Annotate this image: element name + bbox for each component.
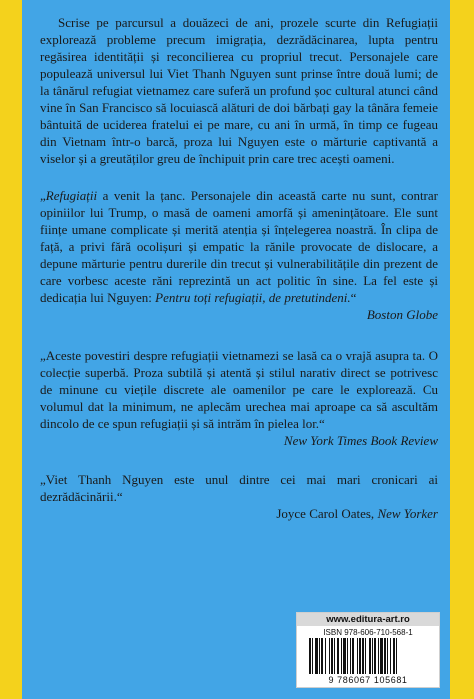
- blurb-text-area: [40, 14, 438, 522]
- barcode-stripe: [387, 638, 388, 674]
- barcode-stripe: [319, 638, 320, 674]
- barcode-stripe: [350, 638, 351, 674]
- barcode-stripe: [352, 638, 354, 674]
- barcode-stripe: [343, 638, 346, 674]
- quote-close-mark: “: [350, 290, 357, 305]
- barcode-stripe: [325, 638, 326, 674]
- dedication-text: Pentru toți refugiații, de pretutindeni.: [155, 290, 351, 305]
- quote-nyt: „Aceste povestiri despre refugiații vietnamezi se lasă ca o vrajă asupra ta. O colecție superbă. Proza subtilă și atentă și stilul narativ direct se potrivesc de minune cu viețile discrete ale oamenilor pe care le explorează. Cu volumul dat la minimum, ne aplecăm urechea mai aproape ca să ascultăm dincolo de ce spun refugiații și să intrăm în pielea lor.“: [40, 348, 438, 431]
- source-boston-globe: Boston Globe: [366, 307, 438, 322]
- barcode-stripe: [337, 638, 339, 674]
- barcode-stripe: [380, 638, 383, 674]
- barcode-stripe: [315, 638, 318, 674]
- source-nyt-book-review: New York Times Book Review: [283, 433, 438, 448]
- barcode-stripe: [396, 638, 397, 674]
- barcode-stripe: [329, 638, 330, 674]
- quote-boston-globe: [40, 187, 438, 306]
- barcode-stripe: [334, 638, 335, 674]
- publisher-website: www.editura-art.ro: [297, 613, 439, 626]
- quote-open-mark: „: [40, 188, 46, 203]
- source-publication: New Yorker: [377, 506, 438, 521]
- barcode-stripe: [341, 638, 342, 674]
- barcode-stripe: [372, 638, 373, 674]
- barcode-stripe: [369, 638, 371, 674]
- barcode-stripe: [374, 638, 376, 674]
- book-title-reference: Refugiații: [45, 188, 98, 203]
- barcode-stripe: [365, 638, 366, 674]
- quote-body: a venit la țanc. Personajele din această carte nu sunt, contrar opiniilor lui Trump, o masă de oameni amorfă și amenințătoare. Ele sunt ființe umane complicate și merită atenția și înțelegerea noastră. În clipa de față, a privi fără ocolișuri și empatic la rănile provocate de dislocare, a depune mărturie pentru durerile din trecut și vulnerabilitățile din prezent de care vorbesc aceste răni reprezintă un act politic în sine. La fel este și dedicația lui Nguyen:: [40, 188, 438, 305]
- barcode-stripe: [362, 638, 364, 674]
- source-author: Joyce Carol Oates,: [276, 506, 378, 521]
- barcode-stripe: [384, 638, 386, 674]
- barcode-stripe: [321, 638, 323, 674]
- quote-new-yorker: „Viet Thanh Nguyen este unul dintre cei mai mari cronicari ai dezrădăcinării.“: [40, 472, 438, 504]
- barcode-stripe: [312, 638, 313, 674]
- barcode-number: 9 786067 105681: [328, 675, 408, 685]
- source-new-yorker: [40, 505, 438, 522]
- barcode-block: [296, 612, 440, 688]
- barcode-stripe: [378, 638, 379, 674]
- barcode-stripe: [331, 638, 333, 674]
- barcode-stripe: [393, 638, 395, 674]
- barcode-stripe: [390, 638, 391, 674]
- barcode-stripe: [357, 638, 358, 674]
- barcode-stripe: [347, 638, 348, 674]
- intro-paragraph: Scrise pe parcursul a douăzeci de ani, prozele scurte din Refugiații explorează probleme precum imigrația, dezrădăcinarea, lupta pentru regăsirea identității și reconcilierea cu propriul trecut. Personajele care populează universul lui Viet Thanh Nguyen sunt prinse între două lumi; de la tânărul refugiat vietnamez care suferă un profund șoc cultural atunci când vine în San Francisco să locuiască alături de doi bărbați gay la tânăra femeie bântuită de uciderea fratelui ei pe mare, cu ani în urmă, în timp ce fugeau din Vietnam într-o barcă, proza lui Nguyen este o mărturie captivantă a viselor și a greutăților greu de închipuit prin care trec acești oameni.: [40, 15, 438, 166]
- barcode-stripe: [309, 638, 311, 674]
- barcode-stripe: [359, 638, 361, 674]
- barcode-bars: [309, 638, 427, 674]
- isbn-label: ISBN 978-606-710-568-1: [323, 628, 413, 637]
